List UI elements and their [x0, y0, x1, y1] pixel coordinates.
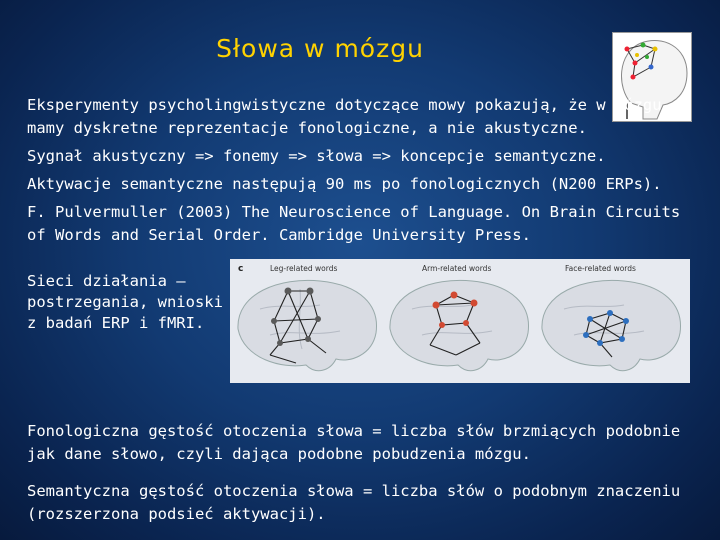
brain-networks-figure	[230, 259, 690, 383]
brain-leg-related	[238, 280, 377, 370]
figure-panel-letter: c	[238, 264, 244, 274]
brain-face-related	[542, 280, 681, 370]
slide-title: Słowa w mózgu	[216, 34, 424, 63]
bullet-acoustic-chain: Sygnał akustyczny => fonemy => słowa => koncepcje semantyczne.	[27, 147, 606, 165]
brain-arm-related	[390, 280, 529, 370]
figure-label-face: Face-related words	[565, 264, 636, 273]
bullet-reference: F. Pulvermuller (2003) The Neuroscience of Language. On Brain Circuits of Words and Serial Order. Cambridge University Press.	[27, 203, 681, 244]
phonological-density-definition: Fonologiczna gęstość otoczenia słowa = liczba słów brzmiących podobnie jak dane słowo, czyli dająca podobne pobudzenia mózgu.	[27, 422, 681, 463]
figure-label-leg: Leg-related words	[270, 264, 338, 273]
figure-label-arm: Arm-related words	[422, 264, 492, 273]
bullet-semantic-activation: Aktywacje semantyczne następują 90 ms po fonologicznych (N200 ERPs).	[27, 175, 662, 193]
semantic-density-definition: Semantyczna gęstość otoczenia słowa = liczba słów o podobnym znaczeniu (rozszerzona podsieć aktywacji).	[27, 482, 681, 523]
network-caption: Sieci działania – postrzegania, wnioski z badań ERP i fMRI.	[27, 272, 223, 332]
bullet-phonological-representations: Eksperymenty psycholingwistyczne dotyczące mowy pokazują, że w mózgu mamy dyskretne reprezentacje fonologiczne, a nie akustyczne.	[27, 96, 662, 137]
